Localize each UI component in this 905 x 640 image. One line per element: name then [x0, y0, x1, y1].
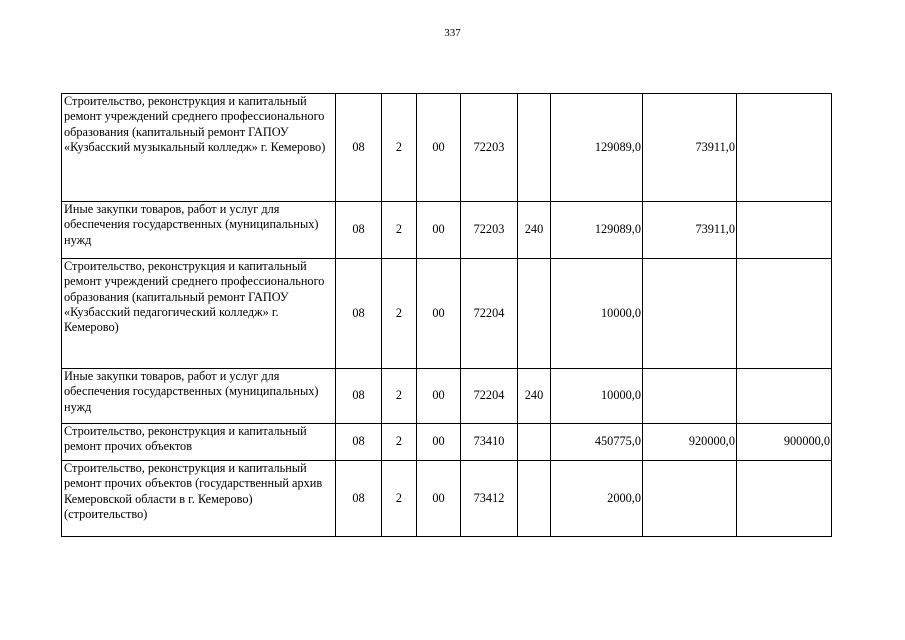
direction-code: 72203 [461, 202, 518, 259]
table-row [62, 202, 832, 259]
sum-year-1: 129089,0 [551, 94, 643, 202]
row-name: Строительство, реконструкция и капитальный ремонт учреждений среднего профессионального образования (капитальный ремонт ГАПОУ «Кузбасский педагогический колледж» г. Кемерово) [62, 259, 336, 369]
sum-year-1: 10000,0 [551, 259, 643, 369]
row-name: Иные закупки товаров, работ и услуг для обеспечения государственных (муниципальных) нужд [62, 202, 336, 259]
sum-year-2 [643, 369, 737, 424]
program-code: 2 [382, 94, 417, 202]
subprogram-code: 00 [417, 461, 461, 537]
section-code: 08 [336, 369, 382, 424]
page-number: 337 [444, 27, 461, 39]
expense-type-code: 240 [518, 369, 551, 424]
table-row [62, 461, 832, 537]
direction-code: 73412 [461, 461, 518, 537]
section-code: 08 [336, 202, 382, 259]
expense-type-code [518, 94, 551, 202]
row-name: Строительство, реконструкция и капитальный ремонт прочих объектов [62, 424, 336, 461]
section-code: 08 [336, 259, 382, 369]
row-name: Строительство, реконструкция и капитальный ремонт прочих объектов (государственный архив Кемеровской области в г. Кемерово) (строительство) [62, 461, 336, 537]
direction-code: 72204 [461, 369, 518, 424]
row-name: Строительство, реконструкция и капитальный ремонт учреждений среднего профессионального образования (капитальный ремонт ГАПОУ «Кузбасский музыкальный колледж» г. Кемерово) [62, 94, 336, 202]
table-row [62, 259, 832, 369]
sum-year-1: 10000,0 [551, 369, 643, 424]
sum-year-3 [737, 94, 832, 202]
subprogram-code: 00 [417, 202, 461, 259]
expense-type-code [518, 259, 551, 369]
program-code: 2 [382, 424, 417, 461]
expense-type-code [518, 424, 551, 461]
sum-year-3: 900000,0 [737, 424, 832, 461]
sum-year-3 [737, 259, 832, 369]
direction-code: 72203 [461, 94, 518, 202]
section-code: 08 [336, 94, 382, 202]
section-code: 08 [336, 424, 382, 461]
expense-type-code [518, 461, 551, 537]
subprogram-code: 00 [417, 94, 461, 202]
budget-table [61, 93, 832, 537]
sum-year-2 [643, 461, 737, 537]
program-code: 2 [382, 202, 417, 259]
program-code: 2 [382, 369, 417, 424]
budget-table-body [62, 94, 832, 537]
sum-year-3 [737, 202, 832, 259]
program-code: 2 [382, 461, 417, 537]
table-row [62, 369, 832, 424]
sum-year-2: 920000,0 [643, 424, 737, 461]
subprogram-code: 00 [417, 424, 461, 461]
sum-year-1: 450775,0 [551, 424, 643, 461]
section-code: 08 [336, 461, 382, 537]
row-name: Иные закупки товаров, работ и услуг для обеспечения государственных (муниципальных) нужд [62, 369, 336, 424]
sum-year-2 [643, 259, 737, 369]
subprogram-code: 00 [417, 259, 461, 369]
expense-type-code: 240 [518, 202, 551, 259]
program-code: 2 [382, 259, 417, 369]
sum-year-2: 73911,0 [643, 202, 737, 259]
table-row [62, 424, 832, 461]
table-row [62, 94, 832, 202]
sum-year-2: 73911,0 [643, 94, 737, 202]
sum-year-1: 129089,0 [551, 202, 643, 259]
sum-year-3 [737, 461, 832, 537]
sum-year-3 [737, 369, 832, 424]
direction-code: 72204 [461, 259, 518, 369]
sum-year-1: 2000,0 [551, 461, 643, 537]
subprogram-code: 00 [417, 369, 461, 424]
direction-code: 73410 [461, 424, 518, 461]
